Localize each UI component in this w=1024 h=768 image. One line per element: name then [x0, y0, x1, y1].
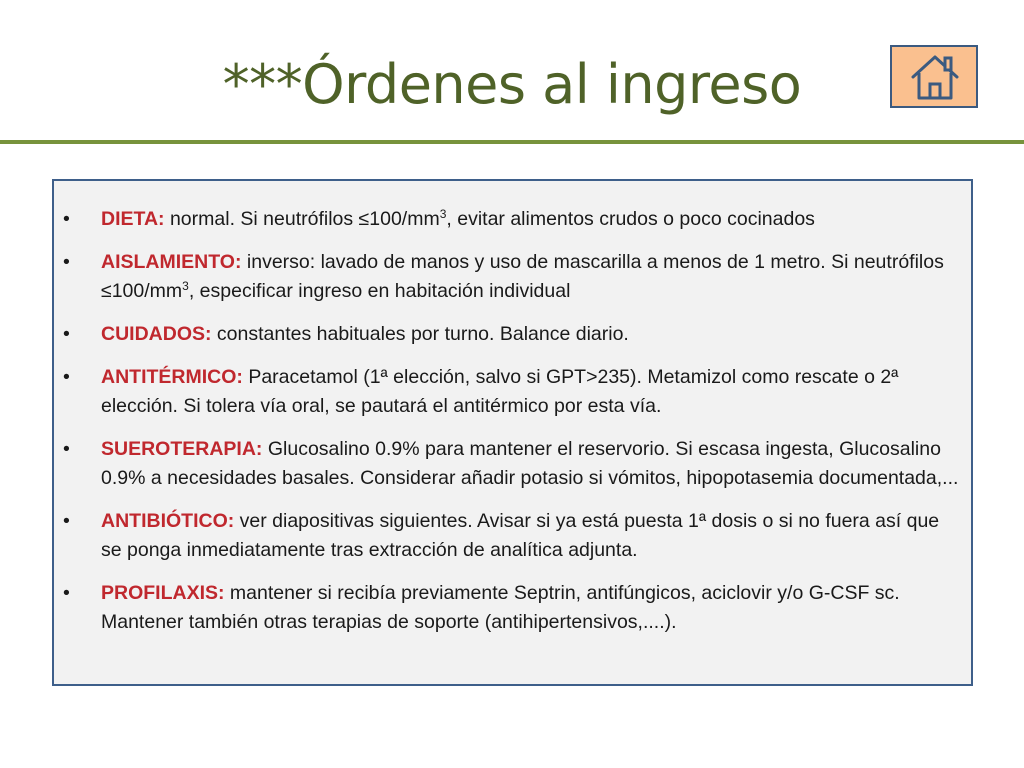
order-text: ver diapositivas siguientes. Avisar si ya está puesta 1ª dosis o si no fuera así que se ponga inmediatamente tras extracción de analítica adjunta. [101, 510, 940, 561]
order-key: ANTITÉRMICO: [101, 366, 243, 388]
bullet: • [63, 323, 70, 345]
order-key: PROFILAXIS: [101, 582, 225, 604]
orders-list [54, 181, 971, 637]
superscript: 3 [182, 279, 189, 293]
order-text: , evitar alimentos crudos o poco cocinados [446, 208, 815, 230]
order-text: , especificar ingreso en habitación individual [188, 280, 571, 302]
title-underline [0, 140, 1024, 144]
order-cuidados [54, 320, 961, 349]
home-icon [910, 53, 960, 101]
order-key: ANTIBIÓTICO: [101, 510, 235, 532]
bullet: • [63, 510, 70, 532]
order-key: CUIDADOS: [101, 323, 212, 345]
order-key: SUEROTERAPIA: [101, 438, 263, 460]
order-antibiotico [54, 507, 961, 565]
order-text: Glucosalino 0.9% para mantener el reservorio. Si escasa ingesta, Glucosalino 0.9% a necesidades basales. Considerar añadir potasio si vómitos, hipopotasemia documentada,... [101, 438, 959, 489]
order-text: mantener si recibía previamente Septrin, antifúngicos, aciclovir y/o G-CSF sc. Mantener también otras terapias de soporte (antihipertensivos,....). [101, 582, 900, 633]
order-text: normal. Si neutrófilos ≤100/mm [164, 208, 440, 230]
order-dieta [54, 205, 961, 234]
bullet: • [63, 251, 70, 273]
slide-title: ***Órdenes al ingreso [222, 53, 802, 116]
order-key: DIETA: [101, 208, 165, 230]
bullet: • [63, 366, 70, 388]
bullet: • [63, 438, 70, 460]
order-antitermico [54, 363, 961, 421]
order-text: inverso: lavado de manos y uso de mascarilla a menos de 1 metro. Si neutrófilos ≤100/mm [101, 251, 944, 302]
order-aislamiento [54, 248, 961, 306]
bullet: • [63, 208, 70, 230]
order-sueroterapia [54, 435, 961, 493]
orders-box [52, 179, 973, 686]
bullet: • [63, 582, 70, 604]
order-key: AISLAMIENTO: [101, 251, 242, 273]
superscript: 3 [439, 207, 447, 221]
order-text: Paracetamol (1ª elección, salvo si GPT>235). Metamizol como rescate o 2ª elección. Si tolera vía oral, se pautará el antitérmico por esta vía. [101, 366, 899, 417]
order-text: constantes habituales por turno. Balance diario. [211, 323, 629, 345]
order-profilaxis [54, 579, 961, 637]
home-button[interactable] [890, 45, 978, 108]
